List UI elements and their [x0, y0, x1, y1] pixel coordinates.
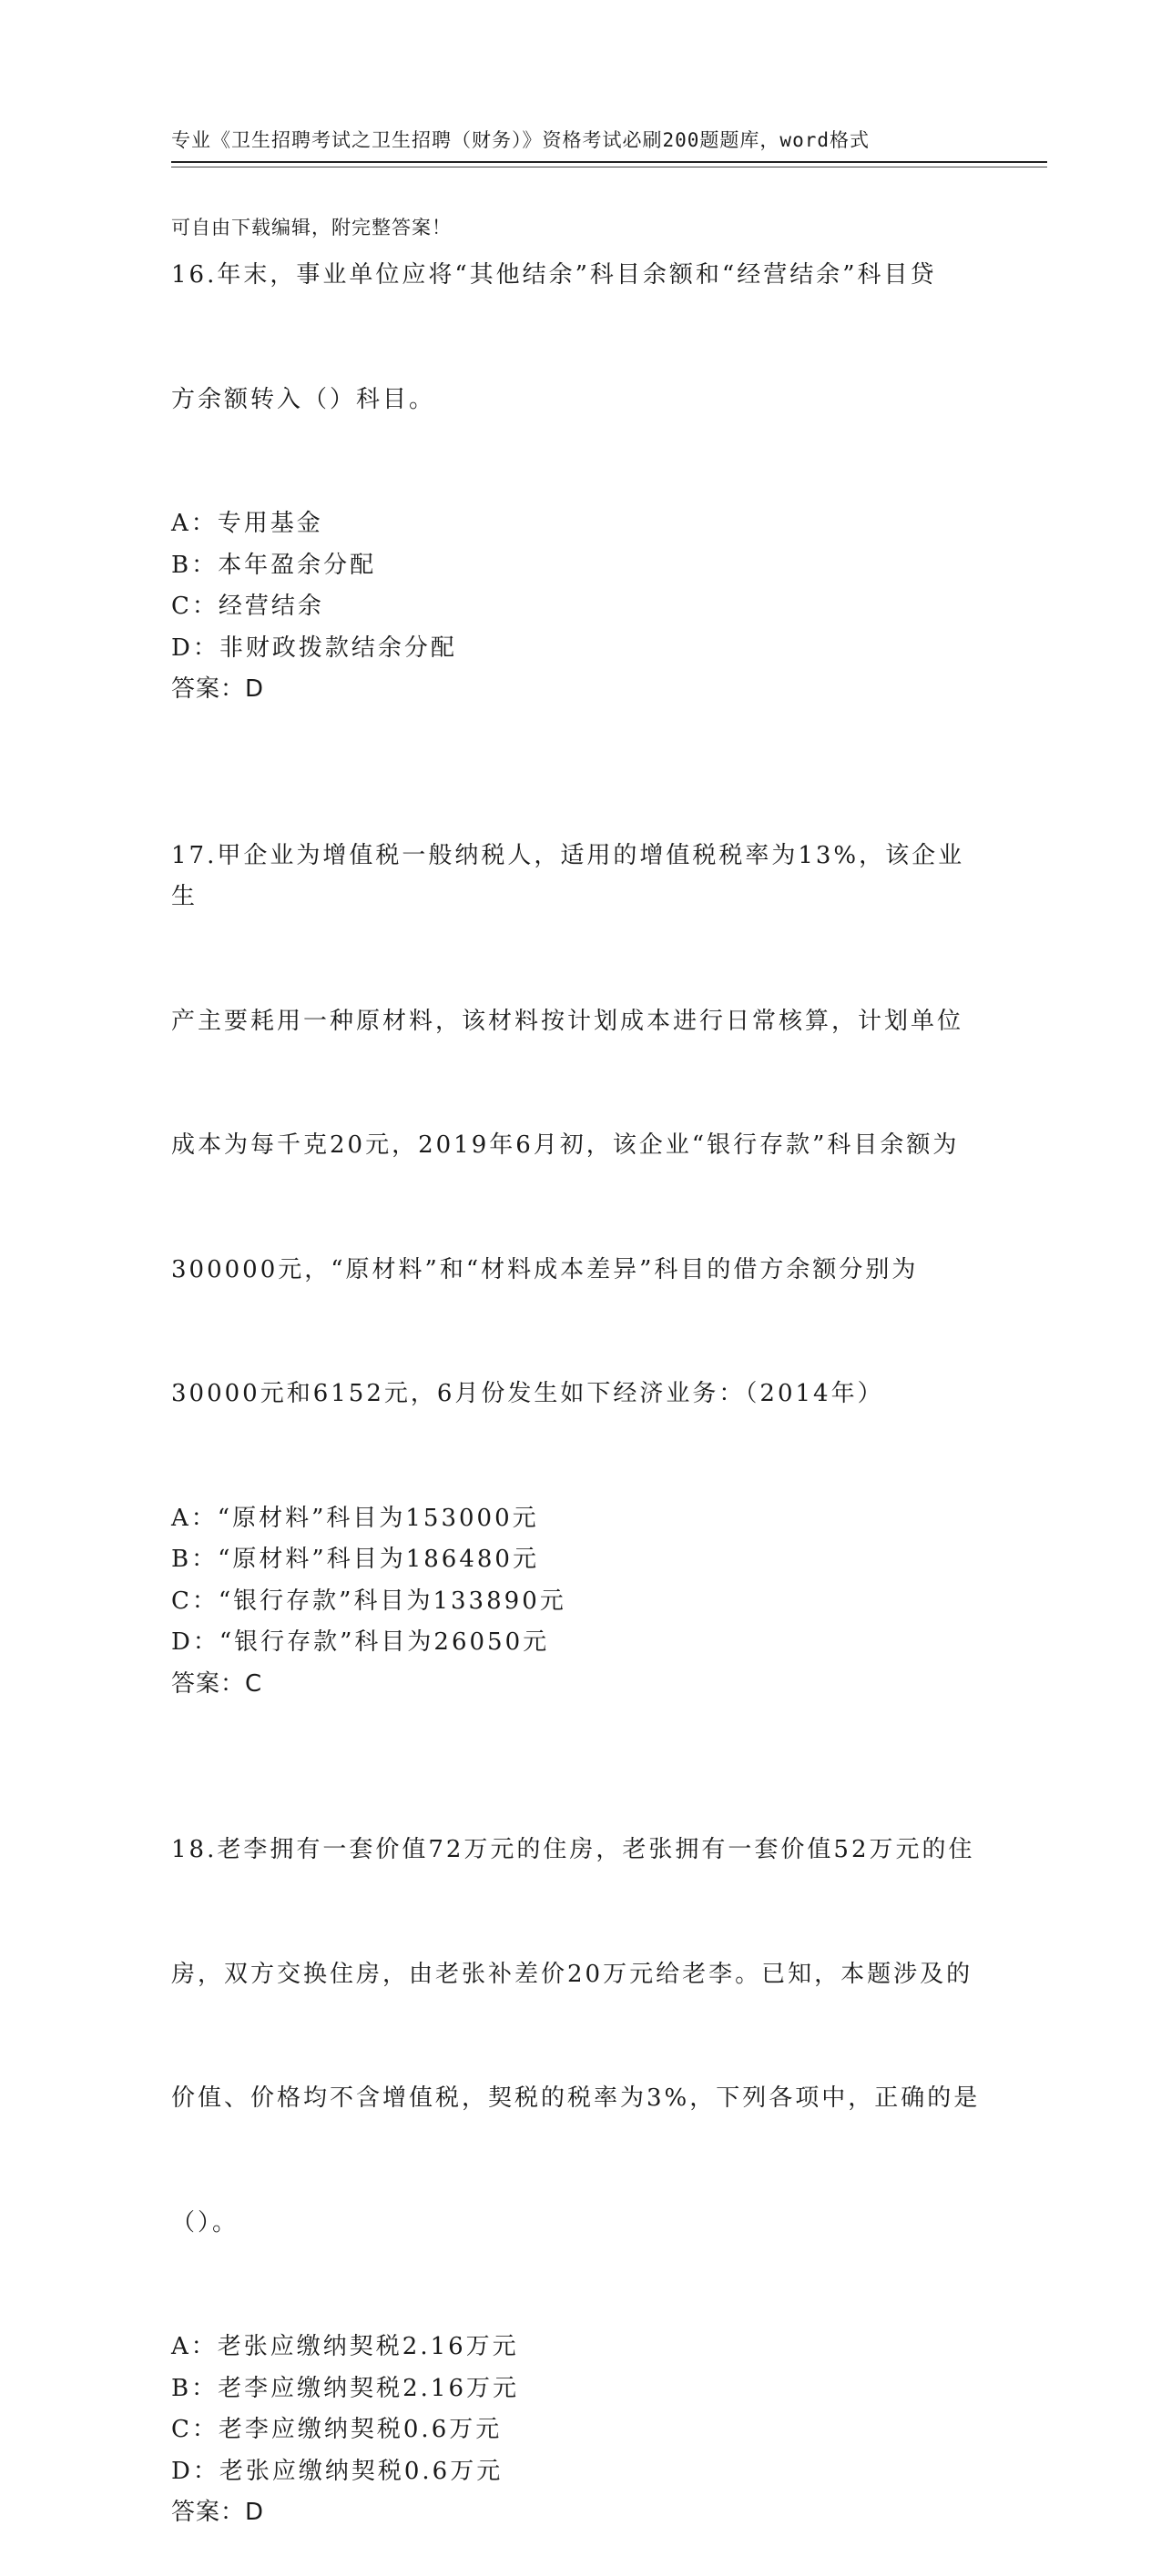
option-d: D：“银行存款”科目为26050元	[171, 1628, 550, 1656]
question-stem	[171, 753, 991, 1498]
header-divider-thick	[171, 161, 1047, 163]
stem-line: 18.老李拥有一套价值72万元的住房，老张拥有一套价值52万元的住	[171, 1836, 975, 1863]
option-b: B：“原材料”科目为186480元	[171, 1546, 539, 1573]
question-18	[171, 1747, 991, 2534]
option-b: B：老李应缴纳契税2.16万元	[171, 2374, 519, 2402]
option-c: C：经营结余	[171, 593, 324, 620]
question-list	[171, 172, 991, 2576]
stem-line: 方余额转入（）科目。	[171, 385, 436, 413]
stem-line: 产主要耗用一种原材料，该材料按计划成本进行日常核算，计划单位	[171, 1007, 964, 1035]
stem-line: 30000元和6152元，6月份发生如下经济业务：（2014年）	[171, 1380, 884, 1407]
stem-line: 16.年末，事业单位应将“其他结余”科目余额和“经营结余”科目贷	[171, 261, 937, 289]
option-d: D：老张应缴纳契税0.6万元	[171, 2457, 504, 2485]
option-a: A：专用基金	[171, 510, 323, 537]
stem-line: 17.甲企业为增值税一般纳税人，适用的增值税税率为13%，该企业生	[171, 841, 965, 910]
option-d: D：非财政拨款结余分配	[171, 634, 457, 662]
stem-line: 价值、价格均不含增值税，契税的税率为3%，下列各项中，正确的是	[171, 2084, 981, 2112]
stem-line: （）。	[171, 2208, 239, 2236]
stem-line: 成本为每千克20元，2019年6月初，该企业“银行存款”科目余额为	[171, 1131, 960, 1159]
answer-line: 答案：C	[171, 1669, 263, 1698]
question-stem	[171, 172, 991, 503]
option-c: C：老李应缴纳契税0.6万元	[171, 2416, 503, 2443]
option-a: A：老张应缴纳契税2.16万元	[171, 2333, 519, 2360]
header-line-1: 专业《卫生招聘考试之卫生招聘（财务）》资格考试必刷200题题库，word格式	[171, 129, 870, 151]
stem-line: 房，双方交换住房，由老张补差价20万元给老李。已知，本题涉及的	[171, 1960, 973, 1988]
question-17	[171, 753, 991, 1706]
question-16	[171, 172, 991, 711]
answer-line: 答案：D	[171, 675, 265, 703]
option-a: A：“原材料”科目为153000元	[171, 1504, 539, 1532]
option-b: B：本年盈余分配	[171, 551, 377, 579]
header-line-2: 可自由下载编辑，附完整答案！	[171, 217, 452, 238]
question-stem	[171, 1747, 991, 2327]
answer-line: 答案：D	[171, 2499, 265, 2526]
option-c: C：“银行存款”科目为133890元	[171, 1587, 566, 1615]
stem-line: 300000元，“原材料”和“材料成本差异”科目的借方余额分别为	[171, 1255, 919, 1283]
